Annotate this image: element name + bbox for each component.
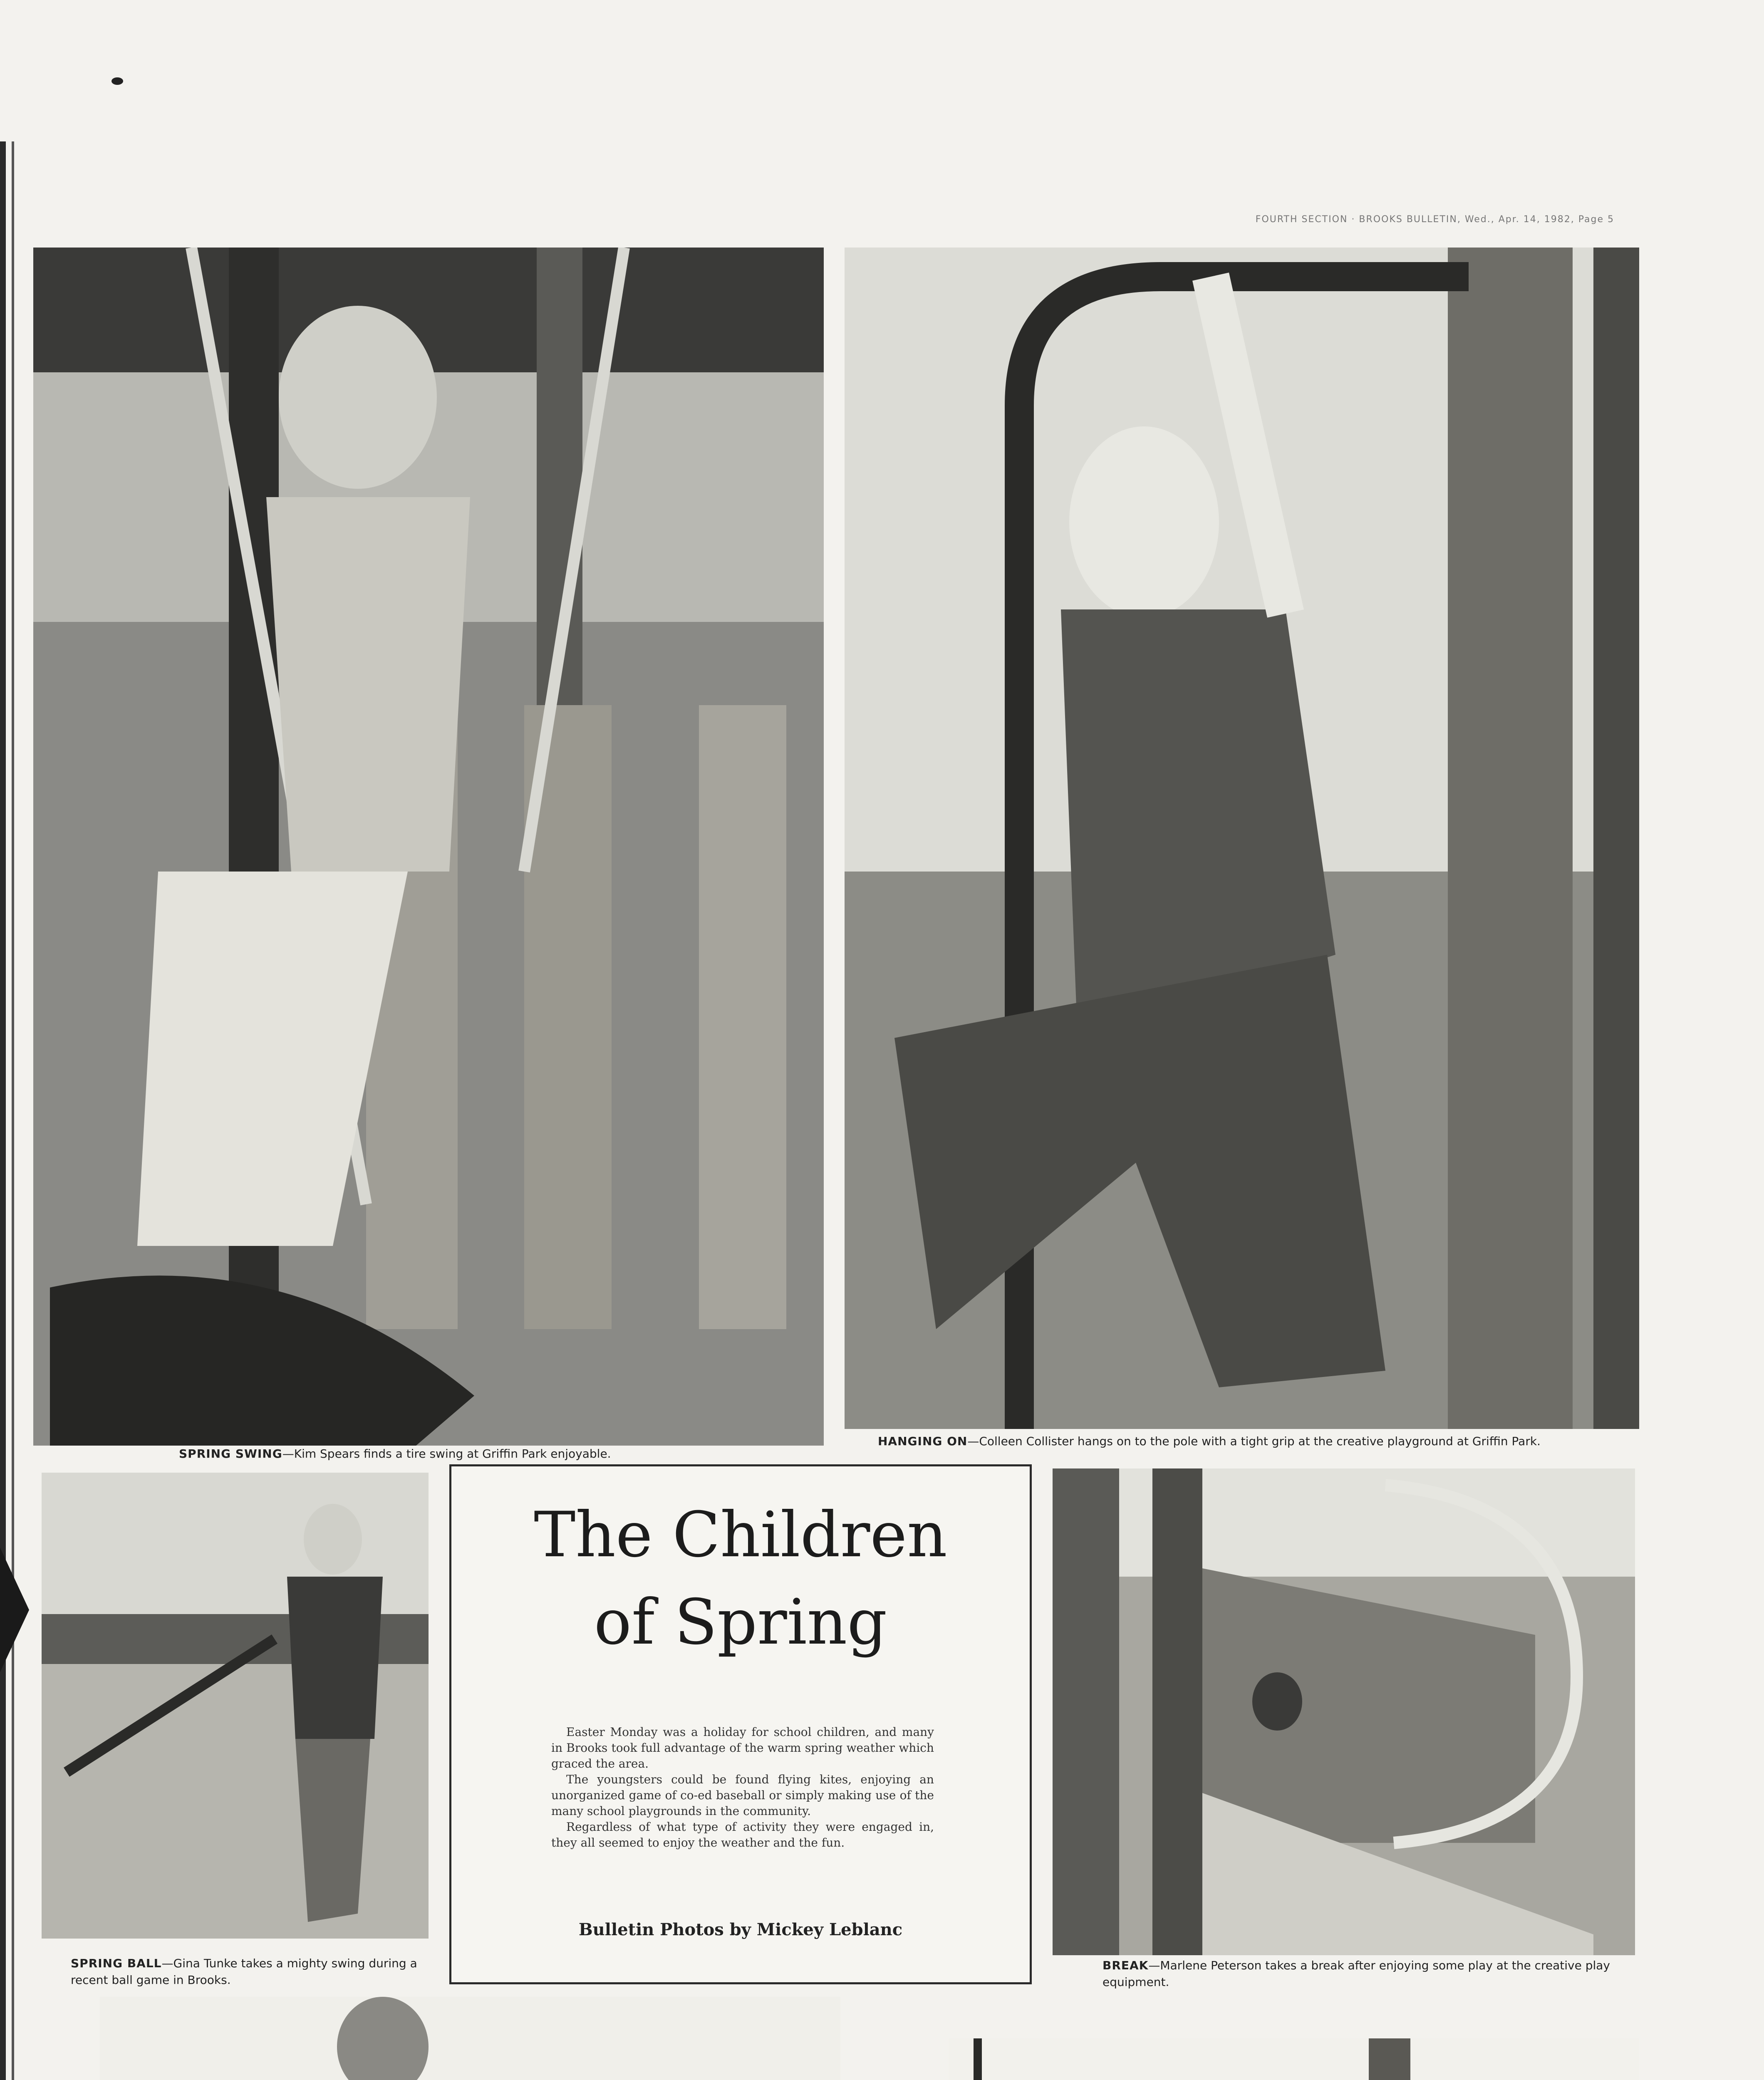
caption-lead: BREAK (1102, 1959, 1149, 1972)
story-paragraph: Regardless of what type of activity they were engaged in, they all seemed to enjoy the weather and the fun. (551, 1820, 934, 1850)
photo-spring-ball (42, 1473, 429, 1939)
caption-text: —Gina Tunke takes a mighty swing during a recent ball game in Brooks. (71, 1956, 417, 1987)
photo-careful-now (100, 1997, 840, 2080)
page-folio: FOURTH SECTION · BROOKS BULLETIN, Wed., Apr. 14, 1982, Page 5 (1255, 214, 1614, 225)
story-title-line1: The Children (534, 1499, 947, 1571)
story-box (449, 1464, 1032, 1984)
caption-break (1102, 1957, 1627, 1991)
photo-break (1053, 1468, 1635, 1955)
caption-lead: HANGING ON (878, 1434, 968, 1448)
page-edge (0, 141, 6, 2080)
scan-mark (111, 77, 123, 85)
edge-marker (0, 1548, 29, 1672)
caption-lead: SPRING BALL (71, 1956, 162, 1970)
photo-hanging-on (845, 248, 1639, 1429)
photo-so-nice (949, 2038, 1639, 2080)
caption-lead: SPRING SWING (179, 1447, 282, 1461)
caption-spring-swing (179, 1446, 803, 1462)
story-paragraph: The youngsters could be found flying kites, enjoying an unorganized game of co-ed baseball or simply making use of the many school playgrounds in the community. (551, 1773, 934, 1818)
caption-text: —Kim Spears finds a tire swing at Griffin Park enjoyable. (282, 1447, 611, 1461)
story-body (551, 1724, 934, 1851)
caption-text: —Marlene Peterson takes a break after enjoying some play at the creative play equipment. (1102, 1959, 1610, 1989)
column-rule (12, 141, 14, 2080)
photo-spring-swing (33, 248, 824, 1446)
story-title-line2: of Spring (594, 1586, 887, 1659)
caption-hanging-on (878, 1433, 1618, 1450)
photo-credit: Bulletin Photos by Mickey Leblanc (578, 1920, 903, 1939)
caption-spring-ball (71, 1955, 429, 1988)
caption-text: —Colleen Collister hangs on to the pole with a tight grip at the creative playground at Griffin Park. (967, 1434, 1541, 1448)
story-paragraph: Easter Monday was a holiday for school children, and many in Brooks took full advantage of the warm spring weather which graced the area. (551, 1725, 934, 1770)
